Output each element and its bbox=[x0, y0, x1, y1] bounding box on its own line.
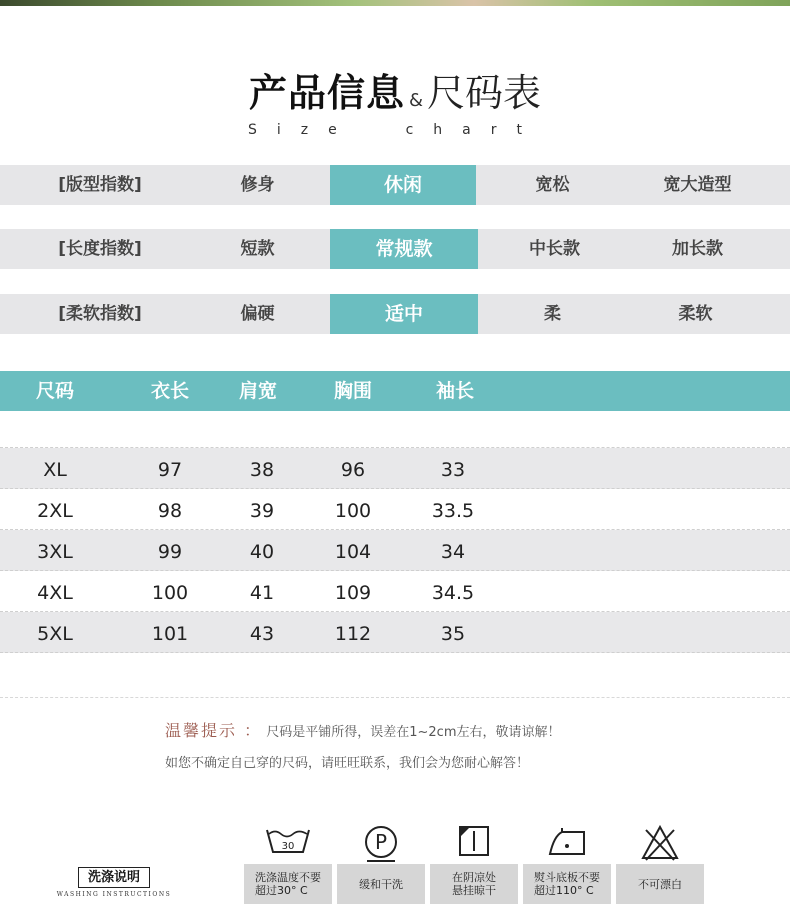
size-cell: 4XL bbox=[37, 582, 73, 604]
tip-text: 尺码是平铺所得，误差在1~2cm左右，敬请谅解！ bbox=[266, 725, 561, 740]
dry-clean-p-icon bbox=[337, 824, 425, 864]
title-size-chart: 尺码表 bbox=[427, 71, 542, 115]
sleeve-cell: 34.5 bbox=[431, 582, 475, 604]
table-row bbox=[0, 571, 790, 612]
chest-cell: 100 bbox=[334, 500, 372, 522]
care-label-line: 洗涤温度不要 bbox=[255, 871, 321, 884]
no-bleach-icon bbox=[616, 824, 704, 864]
wash-30-icon bbox=[244, 824, 332, 864]
chest-cell: 96 bbox=[340, 459, 366, 481]
top-product-photo-strip bbox=[0, 0, 790, 6]
care-label bbox=[337, 864, 425, 904]
index-option: 柔 bbox=[544, 304, 561, 324]
header-cell: 肩宽 bbox=[238, 380, 277, 402]
shoulder-cell: 39 bbox=[249, 500, 275, 522]
care-label-line: 悬挂晾干 bbox=[452, 884, 496, 897]
chest-cell: 109 bbox=[334, 582, 372, 604]
care-label-line: 超过30° C bbox=[255, 884, 308, 897]
header-cell: 衣长 bbox=[150, 380, 189, 402]
index-option: 中长款 bbox=[529, 239, 580, 259]
length-cell: 101 bbox=[151, 623, 189, 645]
index-option: 宽松 bbox=[535, 175, 570, 195]
table-row bbox=[0, 612, 790, 653]
size-table-header bbox=[0, 371, 790, 411]
care-label bbox=[616, 864, 704, 904]
index-option: 修身 bbox=[240, 175, 275, 195]
care-label-line: 缓和干洗 bbox=[359, 877, 403, 891]
table-row bbox=[0, 489, 790, 530]
title-product-info: 产品信息 bbox=[248, 71, 405, 115]
care-item bbox=[244, 824, 332, 897]
index-row-length bbox=[0, 229, 790, 269]
index-option: 加长款 bbox=[672, 239, 723, 259]
shoulder-cell: 40 bbox=[249, 541, 275, 563]
shoulder-cell: 38 bbox=[249, 459, 275, 481]
dry-clean-letter: P bbox=[374, 830, 388, 854]
shoulder-cell: 41 bbox=[249, 582, 275, 604]
header-cell: 胸围 bbox=[333, 380, 372, 402]
length-cell: 98 bbox=[157, 500, 183, 522]
index-option-selected: 常规款 bbox=[330, 229, 478, 269]
size-cell: 3XL bbox=[37, 541, 73, 563]
shoulder-cell: 43 bbox=[249, 623, 275, 645]
page-title bbox=[0, 62, 790, 117]
washing-title: 洗涤说明 bbox=[78, 867, 150, 888]
washing-subtitle: WASHING INSTRUCTIONS bbox=[56, 891, 172, 898]
index-label: [柔软指数] bbox=[58, 304, 142, 324]
index-row-softness bbox=[0, 294, 790, 334]
sleeve-cell: 34 bbox=[440, 541, 466, 563]
iron-low-icon bbox=[523, 824, 611, 864]
tip-line-1 bbox=[165, 718, 560, 741]
care-item bbox=[430, 824, 518, 897]
index-label: [版型指数] bbox=[58, 175, 142, 195]
sleeve-cell: 33 bbox=[440, 459, 466, 481]
care-item bbox=[523, 824, 611, 897]
title-ampersand: & bbox=[408, 90, 424, 111]
index-option: 偏硬 bbox=[240, 304, 275, 324]
index-label: [长度指数] bbox=[58, 239, 142, 259]
chest-cell: 112 bbox=[334, 623, 372, 645]
index-option: 短款 bbox=[240, 239, 275, 259]
header-cell: 尺码 bbox=[35, 380, 74, 402]
page-subtitle: Size chart bbox=[247, 122, 543, 138]
care-label bbox=[430, 864, 518, 904]
header-cell: 袖长 bbox=[435, 380, 474, 402]
index-row-fit bbox=[0, 165, 790, 205]
index-option-selected: 适中 bbox=[330, 294, 478, 334]
wash-temp-label: 30 bbox=[281, 841, 295, 852]
sleeve-cell: 35 bbox=[440, 623, 466, 645]
care-item bbox=[616, 824, 704, 891]
table-row bbox=[0, 448, 790, 489]
length-cell: 99 bbox=[157, 541, 183, 563]
care-item bbox=[337, 824, 425, 891]
care-label bbox=[244, 864, 332, 904]
table-row bbox=[0, 530, 790, 571]
care-label bbox=[523, 864, 611, 904]
index-option: 柔软 bbox=[678, 304, 713, 324]
care-label-line: 超过110° C bbox=[534, 884, 594, 897]
tip-line-2: 如您不确定自己穿的尺码，请旺旺联系，我们会为您耐心解答！ bbox=[165, 756, 530, 771]
chest-cell: 104 bbox=[334, 541, 372, 563]
length-cell: 100 bbox=[151, 582, 189, 604]
care-label-line: 熨斗底板不要 bbox=[534, 871, 600, 884]
index-option-selected: 休闲 bbox=[330, 165, 476, 205]
line-dry-shade-icon bbox=[430, 824, 518, 864]
index-option: 宽大造型 bbox=[663, 175, 732, 195]
size-cell: 5XL bbox=[37, 623, 73, 645]
size-cell: XL bbox=[43, 459, 67, 481]
size-cell: 2XL bbox=[37, 500, 73, 522]
length-cell: 97 bbox=[157, 459, 183, 481]
tip-label: 温馨提示 ： bbox=[165, 721, 263, 740]
sleeve-cell: 33.5 bbox=[431, 500, 475, 522]
section-divider bbox=[0, 697, 790, 698]
care-label-line: 在阴凉处 bbox=[452, 871, 496, 884]
care-label-line: 不可漂白 bbox=[638, 877, 682, 891]
